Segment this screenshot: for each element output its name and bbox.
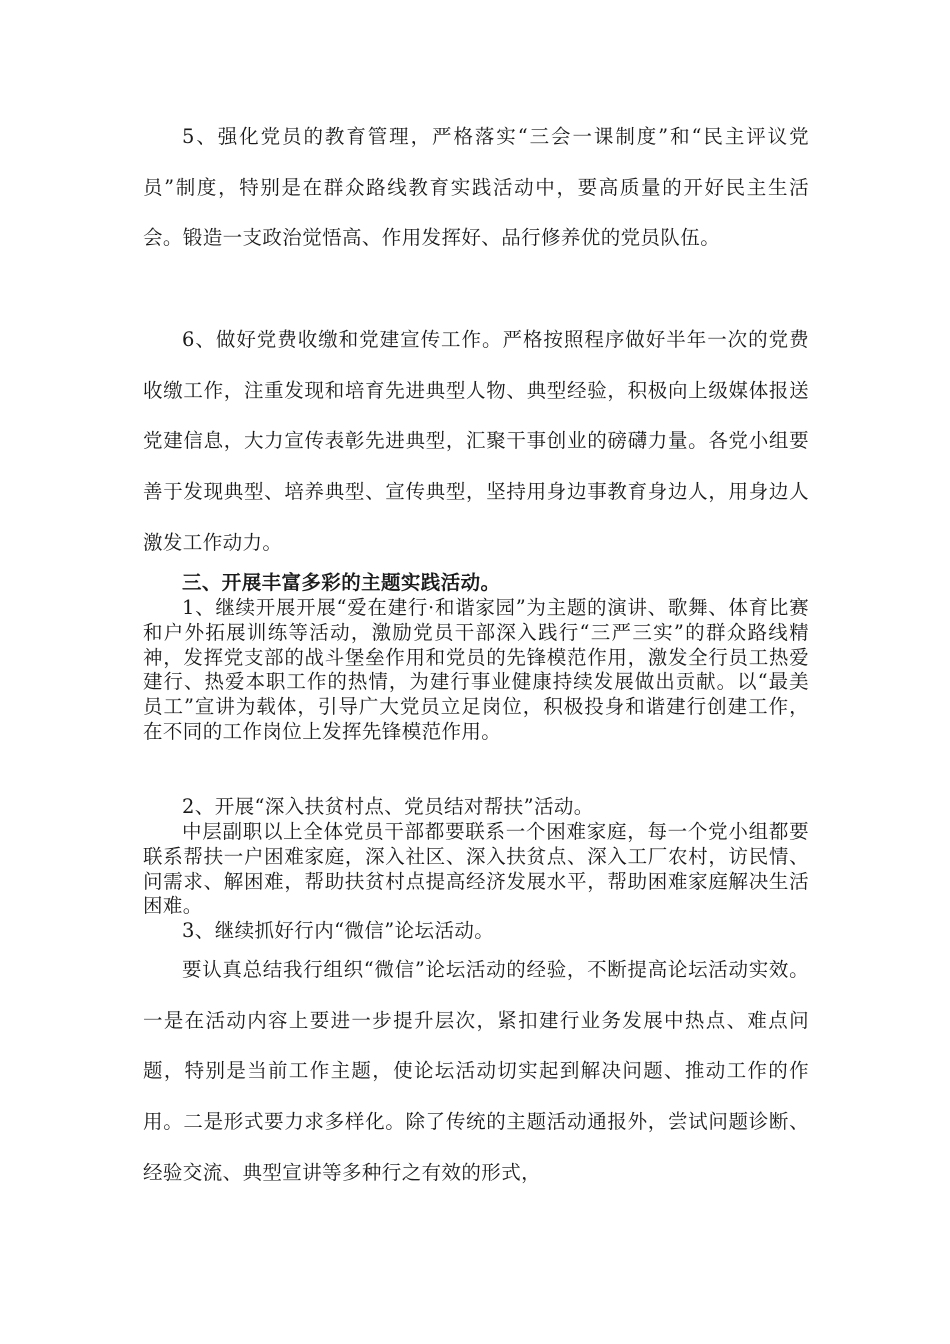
paragraph-item-6: 6、做好党费收缴和党建宣传工作。严格按照程序做好半年一次的党费收缴工作，注重发现和培育先进典型人物、典型经验，积极向上级媒体报送党建信息，大力宣传表彰先进典型，汇聚干事创业的磅礴力量。各党小组要善于发现典型、培养典型、宣传典型，坚持用身边事教育身边人，用身边人激发工作动力。 — [143, 328, 809, 554]
paragraph-activity-2-title: 2、开展“深入扶贫村点、党员结对帮扶”活动。 — [182, 795, 594, 818]
paragraph-activity-2-body: 中层副职以上全体党员干部都要联系一个困难家庭，每一个党小组都要联系帮扶一户困难家庭，深入社区、深入扶贫点、深入工厂农村，访民情、问需求、解困难，帮助扶贫村点提高经济发展水平，帮助困难家庭解决生活困难。 — [143, 820, 809, 918]
paragraph-item-5: 5、强化党员的教育管理，严格落实“三会一课制度”和“民主评议党员”制度，特别是在群众路线教育实践活动中，要高质量的开好民主生活会。锻造一支政治觉悟高、作用发挥好、品行修养优的党员队伍。 — [143, 125, 809, 250]
paragraph-activity-1: 1、继续开展开展“爱在建行·和谐家园”为主题的演讲、歌舞、体育比赛和户外拓展训练等活动，激励党员干部深入践行“三严三实”的群众路线精神，发挥党支部的战斗堡垒作用和党员的先锋模范作用，激发全行员工热爱建行、热爱本职工作的热情，为建行事业健康持续发展做出贡献。以“最美员工”宣讲为载体，引导广大党员立足岗位，积极投身和谐建行创建工作，在不同的工作岗位上发挥先锋模范作用。 — [143, 596, 809, 743]
section-heading-3: 三、开展丰富多彩的主题实践活动。 — [182, 571, 501, 594]
paragraph-activity-3-body: 要认真总结我行组织“微信”论坛活动的经验，不断提高论坛活动实效。一是在活动内容上要进一步提升层次，紧扣建行业务发展中热点、难点问题，特别是当前工作主题，使论坛活动切实起到解决问题、推动工作的作用。二是形式要力求多样化。除了传统的主题活动通报外，尝试问题诊断、经验交流、典型宣讲等多种行之有效的形式， — [143, 958, 809, 1184]
paragraph-activity-3-title: 3、继续抓好行内“微信”论坛活动。 — [182, 919, 495, 942]
